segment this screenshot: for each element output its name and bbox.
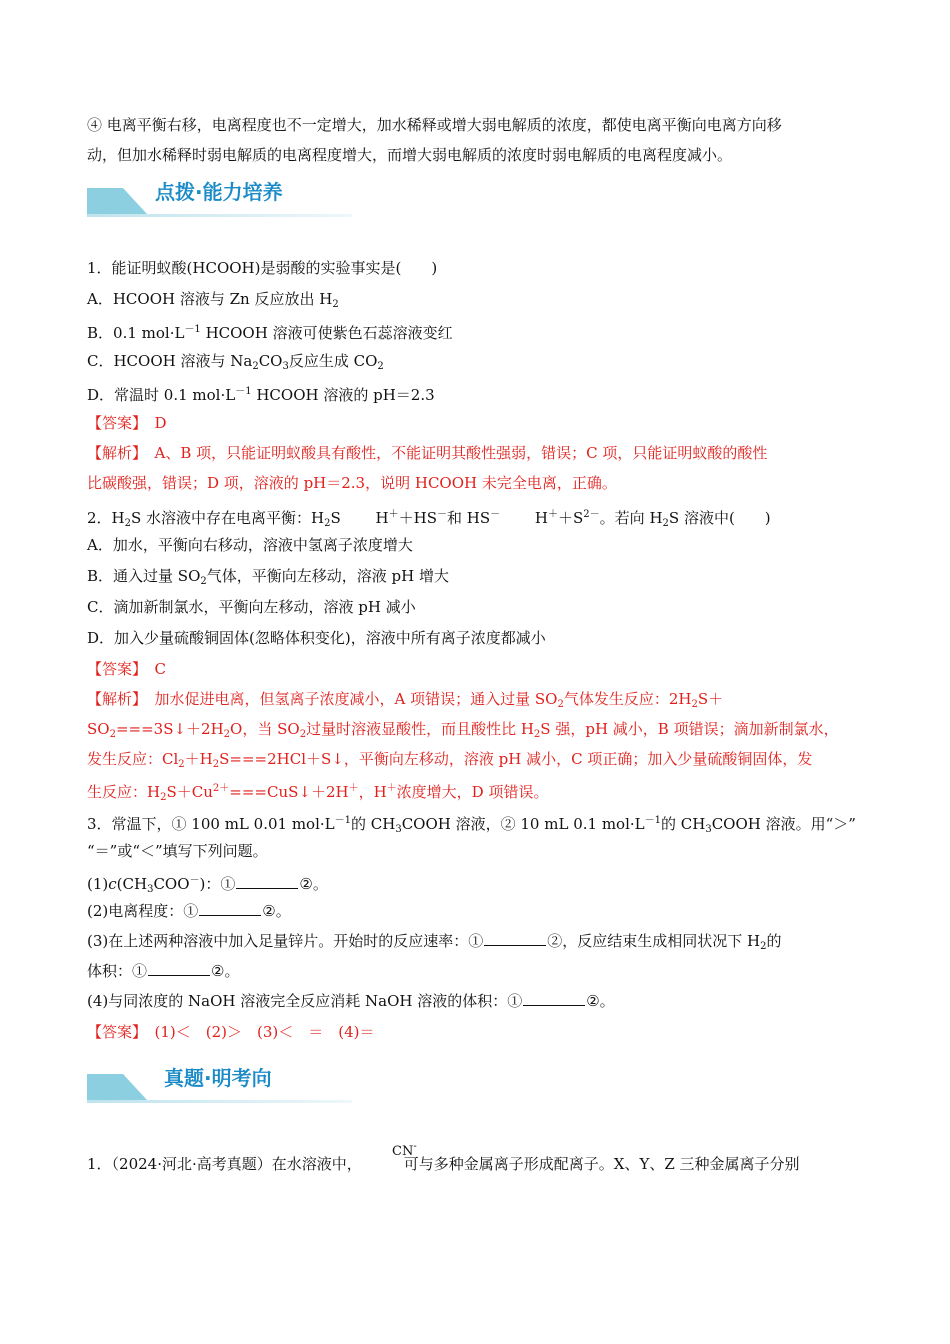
part-a: (2)电离程度：①: [87, 902, 199, 920]
part-b: (CH: [116, 875, 148, 893]
analysis-e: 浓度增大，D 项错误。: [396, 783, 549, 801]
analysis-label: 【解析】: [87, 444, 140, 462]
subscript: 3: [147, 884, 154, 895]
superscript: ＋: [388, 509, 399, 520]
q2-option-b: [87, 566, 449, 592]
subscript: 2: [760, 941, 767, 952]
superscript: －: [189, 875, 200, 886]
part-f: ②。: [299, 875, 328, 893]
q2-analysis-3: [87, 749, 812, 775]
q2-stem-g: ＋S: [558, 509, 584, 527]
part-a: (4)与同浓度的 NaOH 溶液完全反应消耗 NaOH 溶液的体积：①: [87, 992, 523, 1010]
analysis-b: ===3S↓＋2H: [115, 720, 224, 738]
superscript: －1: [644, 815, 661, 826]
answer-value: D: [154, 414, 167, 432]
subscript: 2: [160, 792, 167, 803]
subscript: 2: [212, 759, 220, 770]
q1-stem: 1．能证明蚁酸(HCOOH)是弱酸的实验事实是( ): [87, 259, 438, 277]
fill-blank[interactable]: [484, 931, 546, 946]
analysis-e: S 强，pH 减小，B 项错误；滴加新制氯水，: [540, 720, 839, 738]
subscript: 2: [662, 518, 669, 529]
analysis-a: 生反应：H: [87, 783, 161, 801]
q1-answer: [87, 413, 167, 433]
subscript: 2: [200, 576, 207, 587]
part-e: ②。: [211, 962, 240, 980]
part-d: COO: [153, 875, 190, 893]
superscript: －1: [184, 324, 201, 335]
q1-option-c-mid: CO: [258, 352, 283, 370]
q3-b: 的 CH: [351, 815, 396, 833]
fill-blank[interactable]: [199, 901, 261, 916]
subscript: 3: [395, 824, 402, 835]
superscript: ＋: [548, 509, 559, 520]
superscript: 2＋: [212, 783, 230, 794]
analysis-a: 发生反应：Cl: [87, 750, 179, 768]
q1-option-d-post: HCOOH 溶液的 pH＝2.3: [251, 386, 435, 404]
intro-line-1: ④ 电离平衡右移，电离程度也不一定增大，加水稀释或增大弱电解质的浓度，都使电离平衡向电离方向移: [87, 116, 782, 134]
subscript: 2: [332, 299, 339, 310]
subscript: 2: [557, 699, 564, 710]
part-b: ②。: [262, 902, 291, 920]
answer-value: (1)＜ (2)＞ (3)＜ ＝ (4)＝: [154, 1023, 375, 1041]
q2-analysis-1: [87, 689, 723, 715]
q2-stem-f: H: [500, 509, 549, 527]
subscript: 2: [691, 699, 698, 710]
q2-stem-c: S H: [330, 509, 389, 527]
subscript: 2: [377, 361, 384, 372]
q3-c: COOH 溶液，② 10 mL 0.1 mol·L: [401, 815, 645, 833]
analysis-b: 气体发生反应：2H: [563, 690, 692, 708]
analysis-a: SO: [87, 720, 110, 738]
subscript: 3: [705, 824, 712, 835]
real-q1-b: 可与多种金属离子形成配离子。X、Y、Z 三种金属离子分别: [403, 1155, 800, 1173]
q1-analysis-1: [87, 443, 767, 463]
subscript: 2: [124, 518, 131, 529]
q3-part-3-cont: [87, 961, 239, 981]
fill-blank[interactable]: [523, 991, 585, 1006]
subscript: 2: [324, 518, 331, 529]
intro-line-2: 动，但加水稀释时弱电解质的电离程度增大，而增大弱电解质的浓度时弱电解质的电离程度减小。: [87, 146, 733, 164]
part-c: 的: [766, 932, 782, 950]
part-b: ②。: [586, 992, 615, 1010]
q1-option-d-pre: D．常温时 0.1 mol·L: [87, 386, 236, 404]
subscript: 2: [533, 729, 541, 740]
q1-option-c-post: 反应生成 CO: [288, 352, 378, 370]
answer-label: 【答案】: [87, 1023, 140, 1041]
real-q1-a: 1．（2024·河北·高考真题）在水溶液中，: [87, 1155, 362, 1173]
analysis-d: ，H: [358, 783, 387, 801]
analysis-a: 加水促进电离，但氢离子浓度减小，A 项错误；通入过量 SO: [154, 690, 558, 708]
q3-part-4: [87, 991, 615, 1011]
q2-answer: [87, 659, 166, 679]
banner-triangle-icon: [87, 188, 147, 214]
q2-option-a: A．加水，平衡向右移动，溶液中氢离子浓度增大: [87, 536, 413, 554]
q3-d: 的 CH: [660, 815, 706, 833]
answer-label: 【答案】: [87, 414, 140, 432]
subscript: 3: [282, 361, 289, 372]
cn-text: CN: [392, 1144, 414, 1159]
q2-stem-d: ＋HS: [398, 509, 438, 527]
q3-part-1: [87, 871, 328, 900]
part-b: ②，反应结束生成相同状况下 H: [547, 932, 761, 950]
banner-underline: [87, 214, 352, 217]
q1-option-a: [87, 289, 339, 315]
superscript: -: [413, 1141, 417, 1152]
analysis-c: S＋: [697, 690, 724, 708]
analysis-c: ===CuS↓＋2H: [229, 783, 349, 801]
analysis-label: 【解析】: [87, 690, 140, 708]
q2-stem-h: 。若向 H: [599, 509, 663, 527]
subscript: 2: [299, 729, 307, 740]
fill-blank[interactable]: [148, 961, 210, 976]
q1-option-b-pre: B．0.1 mol·L: [87, 324, 185, 342]
subscript: 2: [223, 729, 231, 740]
q1-option-b: [87, 320, 453, 343]
q2-stem-i: S 溶液中( ): [668, 509, 771, 527]
analysis-b: S＋Cu: [166, 783, 213, 801]
banner-triangle-icon: [87, 1074, 147, 1100]
q2-stem-a: 2．H: [87, 509, 125, 527]
q2-stem-e: 和 HS: [447, 509, 491, 527]
fill-blank[interactable]: [236, 874, 298, 889]
q2-analysis-2: [87, 719, 839, 745]
real-q1-line: [87, 1154, 800, 1174]
q3-e: COOH 溶液。用“＞”: [711, 815, 856, 833]
subscript: 2: [252, 361, 259, 372]
part-a: (1): [87, 875, 109, 893]
superscript: ＋: [386, 783, 397, 794]
section-banner-real-exam: [87, 1062, 352, 1102]
q3-part-3: [87, 931, 782, 957]
q2-option-d: D．加入少量硫酸铜固体(忽略体积变化)，溶液中所有离子浓度都减小: [87, 629, 546, 647]
answer-value: C: [154, 660, 167, 678]
banner-underline: [87, 1100, 352, 1103]
section-banner-ability: [87, 176, 352, 216]
q2-option-b-pre: B．通入过量 SO: [87, 567, 201, 585]
part-d: 体积：①: [87, 962, 148, 980]
analysis-c: O，当 SO: [230, 720, 300, 738]
analysis-b: ＋H: [184, 750, 213, 768]
q3-answer: [87, 1022, 375, 1042]
q3-a: 3．常温下，① 100 mL 0.01 mol·L: [87, 815, 335, 833]
analysis-c: S===2HCl＋S↓，平衡向左移动，溶液 pH 减小，C 项正确；加入少量硫酸铜固体，发: [219, 750, 813, 768]
q1-option-d: [87, 382, 435, 405]
part-a: (3)在上述两种溶液中加入足量锌片。开始时的反应速率：①: [87, 932, 484, 950]
superscript: ＋: [348, 783, 359, 794]
superscript: 2－: [583, 509, 600, 520]
part-e: )：①: [199, 875, 236, 893]
q1-option-c: [87, 351, 384, 377]
analysis-text: A、B 项，只能证明蚁酸具有酸性，不能证明其酸性强弱，错误；C 项，只能证明蚁酸的酸性: [154, 444, 768, 462]
subscript: 2: [178, 759, 185, 770]
subscript: 2: [109, 729, 116, 740]
q2-option-c: C．滴加新制氯水，平衡向左移动，溶液 pH 减小: [87, 598, 416, 616]
q1-option-a-text: A．HCOOH 溶液与 Zn 反应放出 H: [87, 290, 333, 308]
superscript: －1: [235, 386, 252, 397]
section-title: 真题·明考向: [164, 1066, 272, 1090]
q3-stem-1: [87, 811, 856, 840]
superscript: －1: [334, 815, 351, 826]
answer-label: 【答案】: [87, 660, 140, 678]
analysis-d: 过量时溶液显酸性，而且酸性比 H: [306, 720, 534, 738]
superscript: －: [490, 509, 501, 520]
q2-stem: [87, 505, 771, 534]
q3-part-2: [87, 901, 291, 921]
q2-stem-b: S 水溶液中存在电离平衡：H: [131, 509, 325, 527]
part-c-italic: c: [108, 875, 117, 893]
q3-stem-2: “＝”或“＜”填写下列问题。: [87, 842, 268, 860]
section-title: 点拨·能力培养: [155, 180, 283, 204]
superscript: －: [437, 509, 448, 520]
q1-analysis-2: 比碳酸强，错误；D 项，溶液的 pH＝2.3，说明 HCOOH 未完全电离，正确。: [87, 474, 617, 492]
q1-option-c-pre: C．HCOOH 溶液与 Na: [87, 352, 253, 370]
q1-option-b-post: HCOOH 溶液可使紫色石蕊溶液变红: [200, 324, 453, 342]
q2-option-b-post: 气体，平衡向左移动，溶液 pH 增大: [206, 567, 449, 585]
q2-analysis-4: [87, 779, 548, 808]
